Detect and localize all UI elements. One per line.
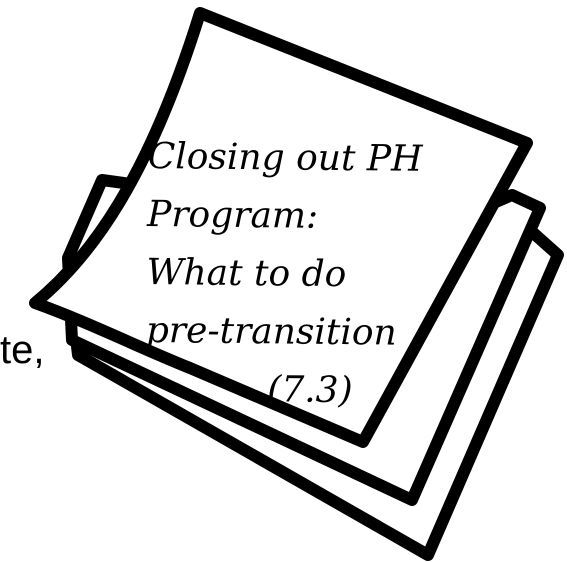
note-line: What to do (146, 251, 347, 296)
sticky-note-text (145, 128, 423, 421)
note-line: pre-transition (145, 309, 397, 354)
cut-off-text: te, (0, 328, 45, 372)
note-line: (7.3) (267, 369, 353, 412)
note-line: Program: (146, 193, 319, 237)
note-line: Closing out PH (147, 135, 423, 180)
